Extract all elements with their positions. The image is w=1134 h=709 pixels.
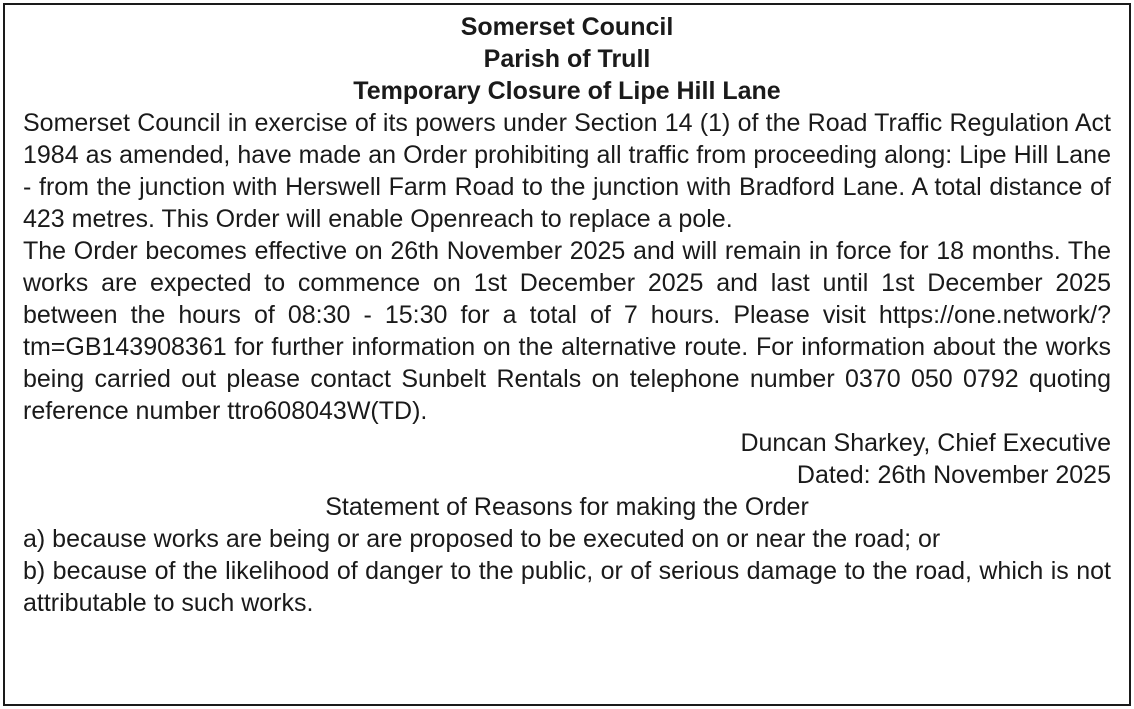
signature-date: Dated: 26th November 2025 — [796, 461, 1111, 489]
council-name-heading: Somerset Council — [460, 13, 674, 41]
signatory-name: Duncan Sharkey, Chief Executive — [740, 429, 1111, 457]
parish-heading: Parish of Trull — [483, 45, 651, 73]
order-details-paragraph: The Order becomes effective on 26th November 2025 and will remain in force for 18 months. The works are expected to commence on 1st December 2025 and last until 1st December 2025 between the hours of 08:30 - 15:30 for a total of 7 hours. Please visit https://one.network/?tm=GB143908361 for further information on the alternative route. For information about the works being carried out please contact Sunbelt Rentals on telephone number 0370 050 0792 quoting reference number ttro608043W(TD). — [23, 237, 1111, 425]
reasons-heading: Statement of Reasons for making the Order — [325, 493, 809, 521]
order-description-paragraph: Somerset Council in exercise of its powers under Section 14 (1) of the Road Traffic Regulation Act 1984 as amended, have made an Order prohibiting all traffic from proceeding along: Lipe Hill Lane - from the junction with Herswell Farm Road to the junction with Bradford Lane. A total distance of 423 metres. This Order will enable Openreach to replace a pole. — [23, 109, 1111, 233]
reason-a: a) because works are being or are proposed to be executed on or near the road; or — [23, 525, 941, 553]
public-notice — [3, 3, 1131, 706]
closure-title-heading: Temporary Closure of Lipe Hill Lane — [353, 77, 781, 105]
reason-b: b) because of the likelihood of danger to the public, or of serious damage to the road, which is not attributable to such works. — [23, 557, 1111, 617]
